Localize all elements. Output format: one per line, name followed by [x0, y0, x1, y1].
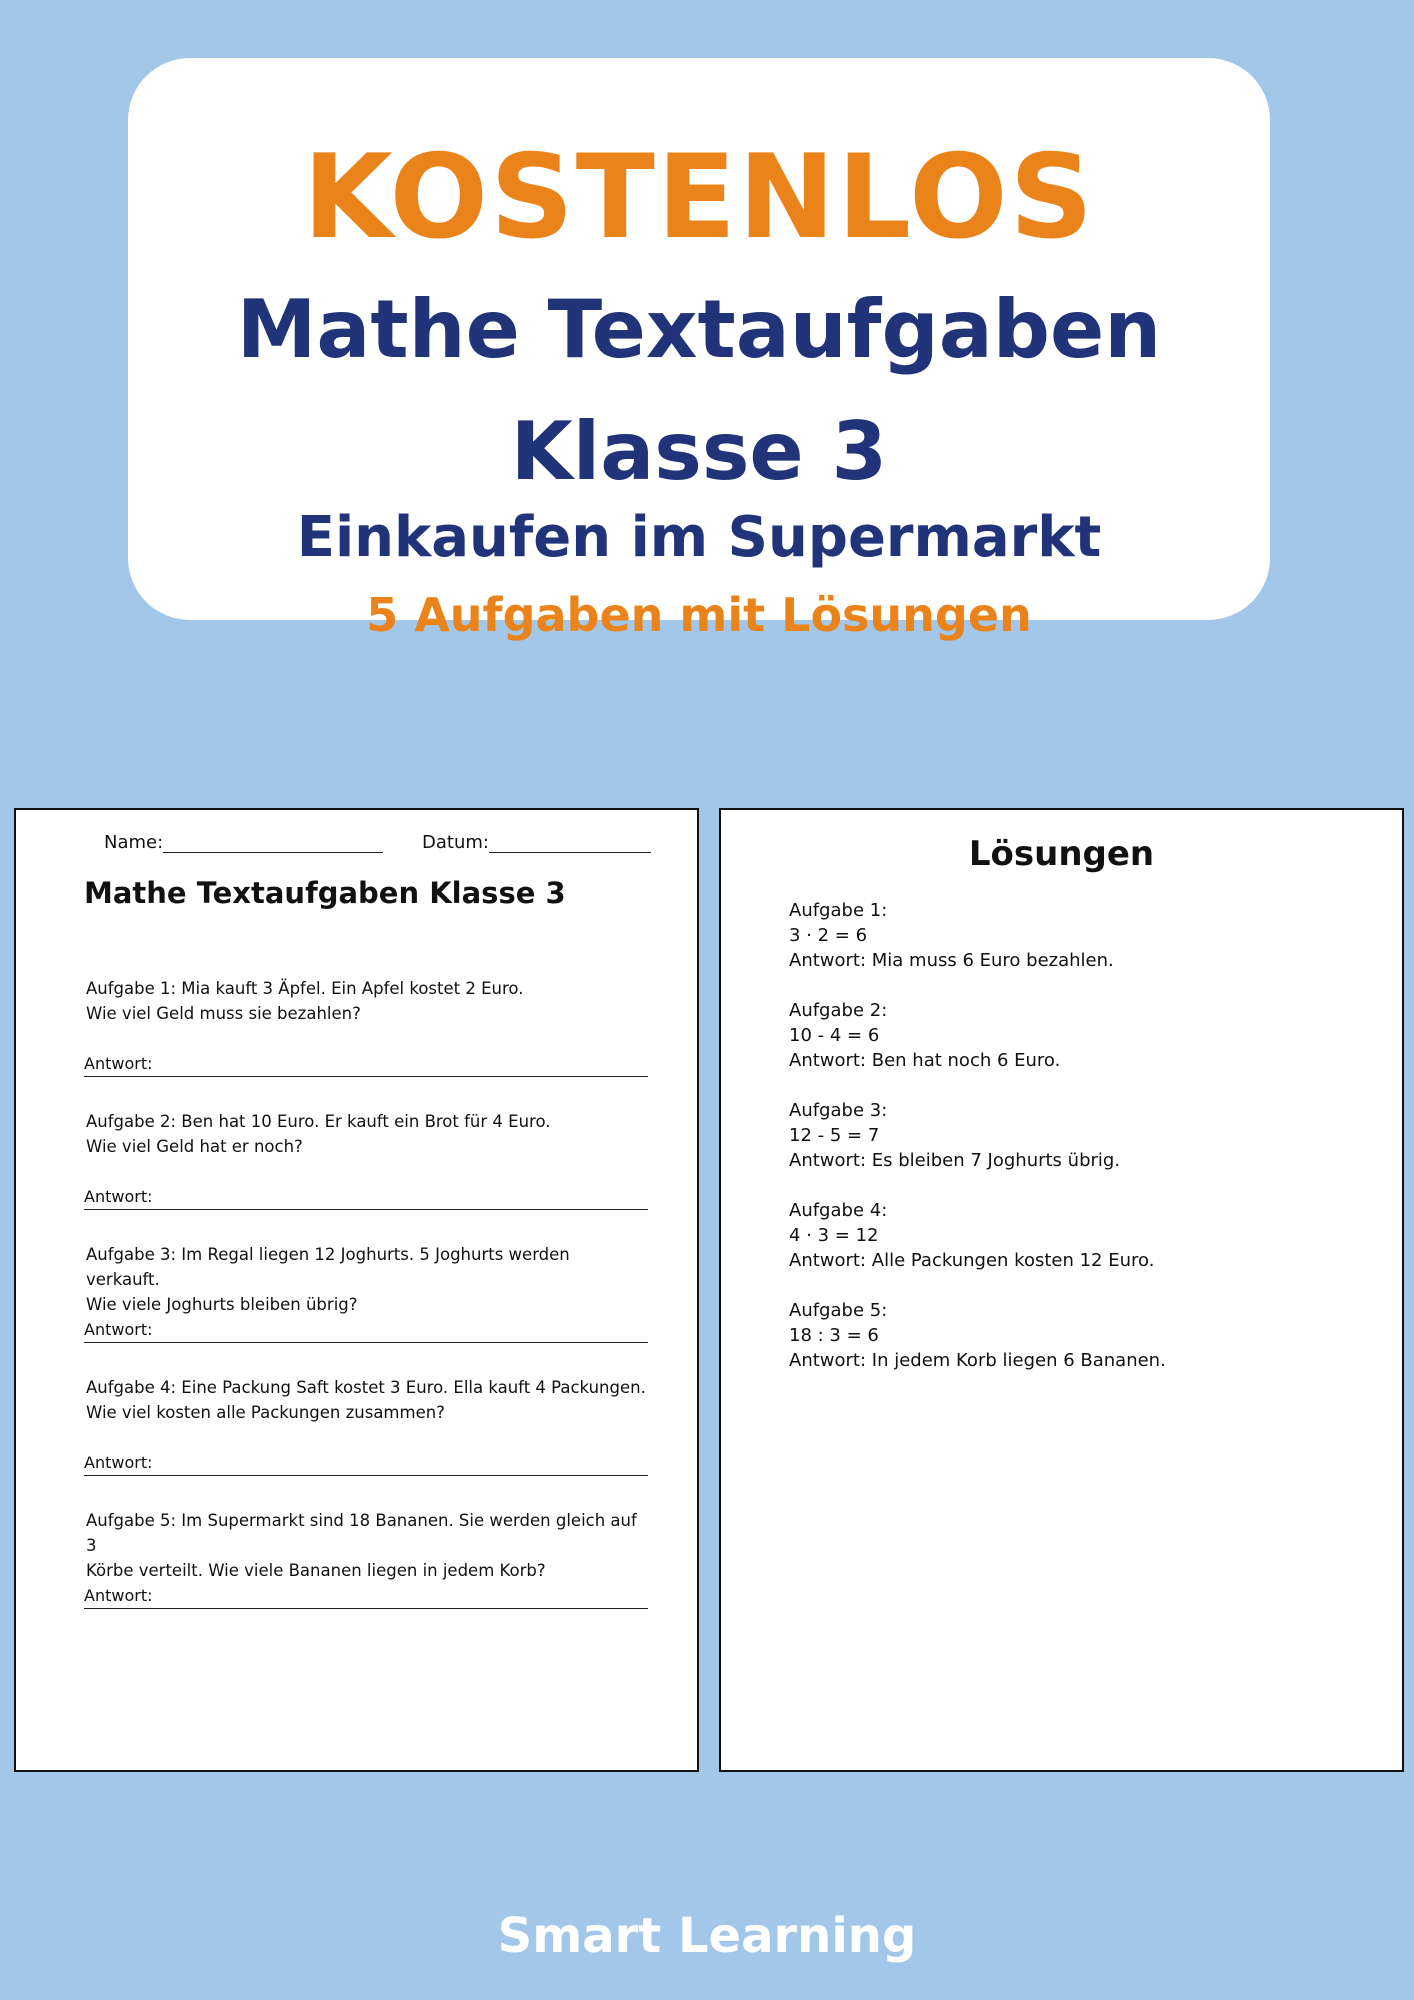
solution-calc: 10 - 4 = 6	[789, 1025, 880, 1046]
task-text: Aufgabe 3: Im Regal liegen 12 Joghurts. 5 Joghurts werden verkauft.	[86, 1245, 570, 1289]
task-text: Körbe verteilt. Wie viele Bananen liegen in jedem Korb?	[86, 1561, 546, 1580]
solution-answer: Antwort: Ben hat noch 6 Euro.	[789, 1050, 1061, 1071]
solution-answer: Antwort: Alle Packungen kosten 12 Euro.	[789, 1250, 1155, 1271]
task-2	[86, 1109, 646, 1159]
task-3	[86, 1242, 646, 1317]
name-line	[163, 834, 383, 853]
banner-free-label: KOSTENLOS	[302, 130, 1096, 265]
answer-line: Antwort:	[84, 1187, 648, 1210]
name-label: Name:	[104, 832, 164, 853]
banner-grade: Klasse 3	[510, 405, 888, 498]
solution-label: Aufgabe 3:	[789, 1100, 888, 1121]
task-text: Aufgabe 4: Eine Packung Saft kostet 3 Euro. Ella kauft 4 Packungen.	[86, 1378, 646, 1397]
solution-4	[789, 1198, 1349, 1273]
date-field	[422, 832, 651, 853]
solution-answer: Antwort: In jedem Korb liegen 6 Bananen.	[789, 1350, 1166, 1371]
solutions-page	[719, 808, 1404, 1772]
task-text: Wie viele Joghurts bleiben übrig?	[86, 1295, 358, 1314]
worksheet-page	[14, 808, 699, 1772]
task-5	[86, 1508, 646, 1583]
task-text: Wie viel Geld muss sie bezahlen?	[86, 1004, 361, 1023]
task-text: Aufgabe 5: Im Supermarkt sind 18 Bananen. Sie werden gleich auf 3	[86, 1511, 637, 1555]
brand-footer: Smart Learning	[497, 1908, 917, 1964]
answer-line: Antwort:	[84, 1320, 648, 1343]
solution-label: Aufgabe 5:	[789, 1300, 888, 1321]
title-banner	[128, 58, 1270, 642]
solution-calc: 4 · 3 = 12	[789, 1225, 879, 1246]
solution-label: Aufgabe 4:	[789, 1200, 888, 1221]
solution-5	[789, 1298, 1349, 1373]
task-1	[86, 976, 646, 1026]
solutions-title: Lösungen	[968, 834, 1155, 874]
answer-line: Antwort:	[84, 1453, 648, 1476]
task-text: Wie viel Geld hat er noch?	[86, 1137, 303, 1156]
banner-subtitle: 5 Aufgaben mit Lösungen	[366, 588, 1032, 642]
name-field	[104, 832, 383, 853]
solution-1	[789, 898, 1349, 973]
banner-title: Mathe Textaufgaben	[236, 283, 1162, 376]
solution-calc: 3 · 2 = 6	[789, 925, 868, 946]
answer-line: Antwort:	[84, 1054, 648, 1077]
worksheet-title: Mathe Textaufgaben Klasse 3	[84, 876, 566, 910]
solution-calc: 12 - 5 = 7	[789, 1125, 880, 1146]
task-text: Aufgabe 1: Mia kauft 3 Äpfel. Ein Apfel kostet 2 Euro.	[86, 979, 524, 998]
solution-calc: 18 : 3 = 6	[789, 1325, 879, 1346]
date-line	[489, 834, 651, 853]
answer-line: Antwort:	[84, 1586, 648, 1609]
date-label: Datum:	[422, 832, 489, 853]
solution-answer: Antwort: Es bleiben 7 Joghurts übrig.	[789, 1150, 1121, 1171]
solution-label: Aufgabe 2:	[789, 1000, 888, 1021]
banner-topic: Einkaufen im Supermarkt	[296, 505, 1102, 570]
solution-answer: Antwort: Mia muss 6 Euro bezahlen.	[789, 950, 1114, 971]
task-4	[86, 1375, 646, 1425]
task-text: Aufgabe 2: Ben hat 10 Euro. Er kauft ein Brot für 4 Euro.	[86, 1112, 551, 1131]
solution-label: Aufgabe 1:	[789, 900, 888, 921]
task-text: Wie viel kosten alle Packungen zusammen?	[86, 1403, 445, 1422]
solution-2	[789, 998, 1349, 1073]
solution-3	[789, 1098, 1349, 1173]
